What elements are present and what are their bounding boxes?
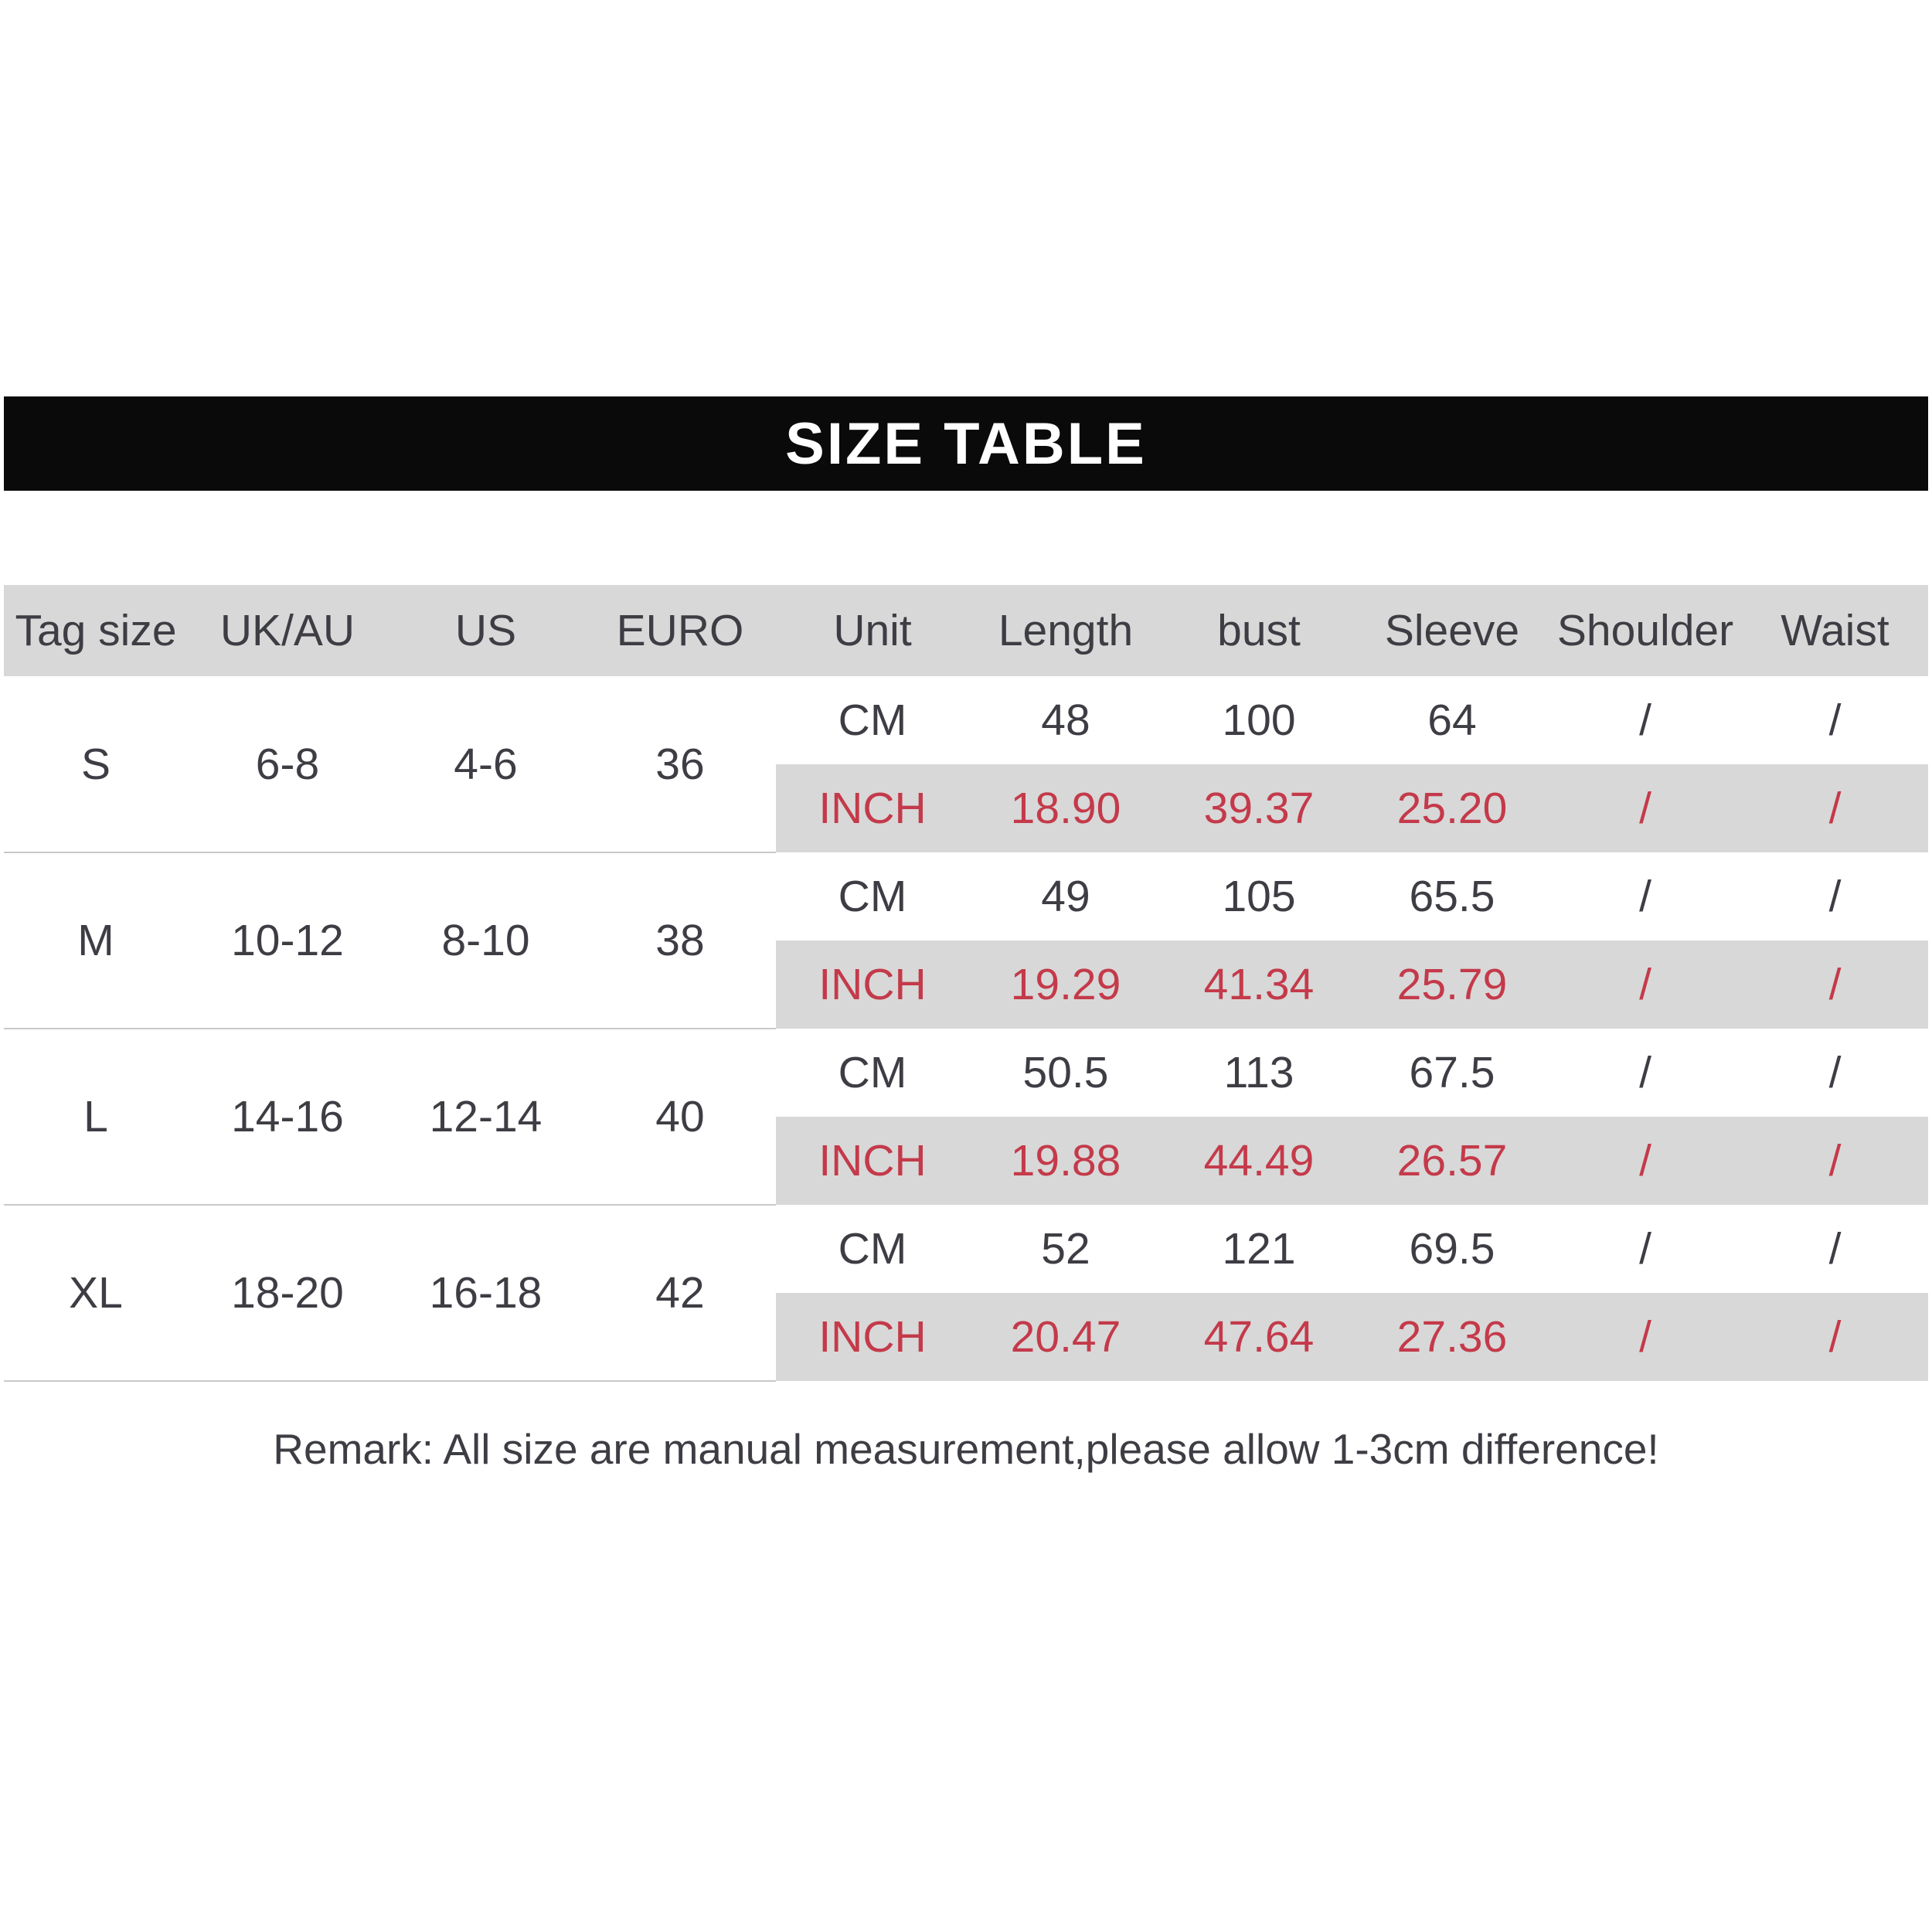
length-cell: 49: [969, 852, 1162, 940]
unit-cell: CM: [776, 852, 969, 940]
tag-size-cell: XL: [4, 1205, 188, 1381]
title-banner: [4, 396, 1928, 491]
bust-cell: 41.34: [1162, 940, 1355, 1029]
euro-cell: 38: [584, 852, 776, 1029]
tag-size-cell: M: [4, 852, 188, 1029]
shoulder-cell: /: [1549, 1117, 1742, 1205]
length-cell: 20.47: [969, 1293, 1162, 1381]
sleeve-cell: 64: [1355, 676, 1549, 764]
size-xl-cm-row: [4, 1205, 1928, 1293]
us-cell: 12-14: [387, 1029, 584, 1205]
us-cell: 16-18: [387, 1205, 584, 1381]
sleeve-cell: 65.5: [1355, 852, 1549, 940]
uk-au-cell: 18-20: [188, 1205, 387, 1381]
bust-cell: 105: [1162, 852, 1355, 940]
sleeve-cell: 25.20: [1355, 764, 1549, 852]
column-header-length: Length: [969, 585, 1162, 676]
size-s-cm-row: [4, 676, 1928, 764]
column-header-euro: EURO: [584, 585, 776, 676]
shoulder-cell: /: [1549, 1029, 1742, 1117]
waist-cell: /: [1742, 1029, 1928, 1117]
shoulder-cell: /: [1549, 676, 1742, 764]
shoulder-cell: /: [1549, 940, 1742, 1029]
uk-au-cell: 6-8: [188, 676, 387, 852]
bust-cell: 47.64: [1162, 1293, 1355, 1381]
remark-text: Remark: All size are manual measurement,please allow 1-3cm difference!: [273, 1425, 1659, 1473]
column-header-bust: bust: [1162, 585, 1355, 676]
unit-cell: CM: [776, 1205, 969, 1293]
column-header-waist: Waist: [1742, 585, 1928, 676]
length-cell: 19.88: [969, 1117, 1162, 1205]
size-l-cm-row: [4, 1029, 1928, 1117]
uk-au-cell: 10-12: [188, 852, 387, 1029]
waist-cell: /: [1742, 940, 1928, 1029]
column-header-us: US: [387, 585, 584, 676]
sleeve-cell: 25.79: [1355, 940, 1549, 1029]
unit-cell: CM: [776, 676, 969, 764]
sleeve-cell: 26.57: [1355, 1117, 1549, 1205]
uk-au-cell: 14-16: [188, 1029, 387, 1205]
column-header-uk-au: UK/AU: [188, 585, 387, 676]
us-cell: 4-6: [387, 676, 584, 852]
column-header-sleeve: Sleeve: [1355, 585, 1549, 676]
unit-cell: INCH: [776, 1117, 969, 1205]
bust-cell: 100: [1162, 676, 1355, 764]
waist-cell: /: [1742, 1117, 1928, 1205]
unit-cell: CM: [776, 1029, 969, 1117]
shoulder-cell: /: [1549, 764, 1742, 852]
waist-cell: /: [1742, 764, 1928, 852]
waist-cell: /: [1742, 852, 1928, 940]
table-header-row: [4, 585, 1928, 676]
length-cell: 18.90: [969, 764, 1162, 852]
tag-size-cell: S: [4, 676, 188, 852]
unit-cell: INCH: [776, 764, 969, 852]
euro-cell: 42: [584, 1205, 776, 1381]
waist-cell: /: [1742, 676, 1928, 764]
euro-cell: 40: [584, 1029, 776, 1205]
length-cell: 19.29: [969, 940, 1162, 1029]
bust-cell: 113: [1162, 1029, 1355, 1117]
waist-cell: /: [1742, 1205, 1928, 1293]
length-cell: 50.5: [969, 1029, 1162, 1117]
us-cell: 8-10: [387, 852, 584, 1029]
unit-cell: INCH: [776, 1293, 969, 1381]
column-header-shoulder: Shoulder: [1549, 585, 1742, 676]
column-header-unit: Unit: [776, 585, 969, 676]
sleeve-cell: 67.5: [1355, 1029, 1549, 1117]
bust-cell: 121: [1162, 1205, 1355, 1293]
page-title: SIZE TABLE: [785, 410, 1147, 477]
bust-cell: 44.49: [1162, 1117, 1355, 1205]
sleeve-cell: 69.5: [1355, 1205, 1549, 1293]
length-cell: 52: [969, 1205, 1162, 1293]
shoulder-cell: /: [1549, 852, 1742, 940]
size-table: [4, 585, 1928, 1382]
euro-cell: 36: [584, 676, 776, 852]
bust-cell: 39.37: [1162, 764, 1355, 852]
tag-size-cell: L: [4, 1029, 188, 1205]
shoulder-cell: /: [1549, 1205, 1742, 1293]
column-header-tag-size: Tag size: [4, 585, 188, 676]
waist-cell: /: [1742, 1293, 1928, 1381]
sleeve-cell: 27.36: [1355, 1293, 1549, 1381]
shoulder-cell: /: [1549, 1293, 1742, 1381]
unit-cell: INCH: [776, 940, 969, 1029]
length-cell: 48: [969, 676, 1162, 764]
size-m-cm-row: [4, 852, 1928, 940]
